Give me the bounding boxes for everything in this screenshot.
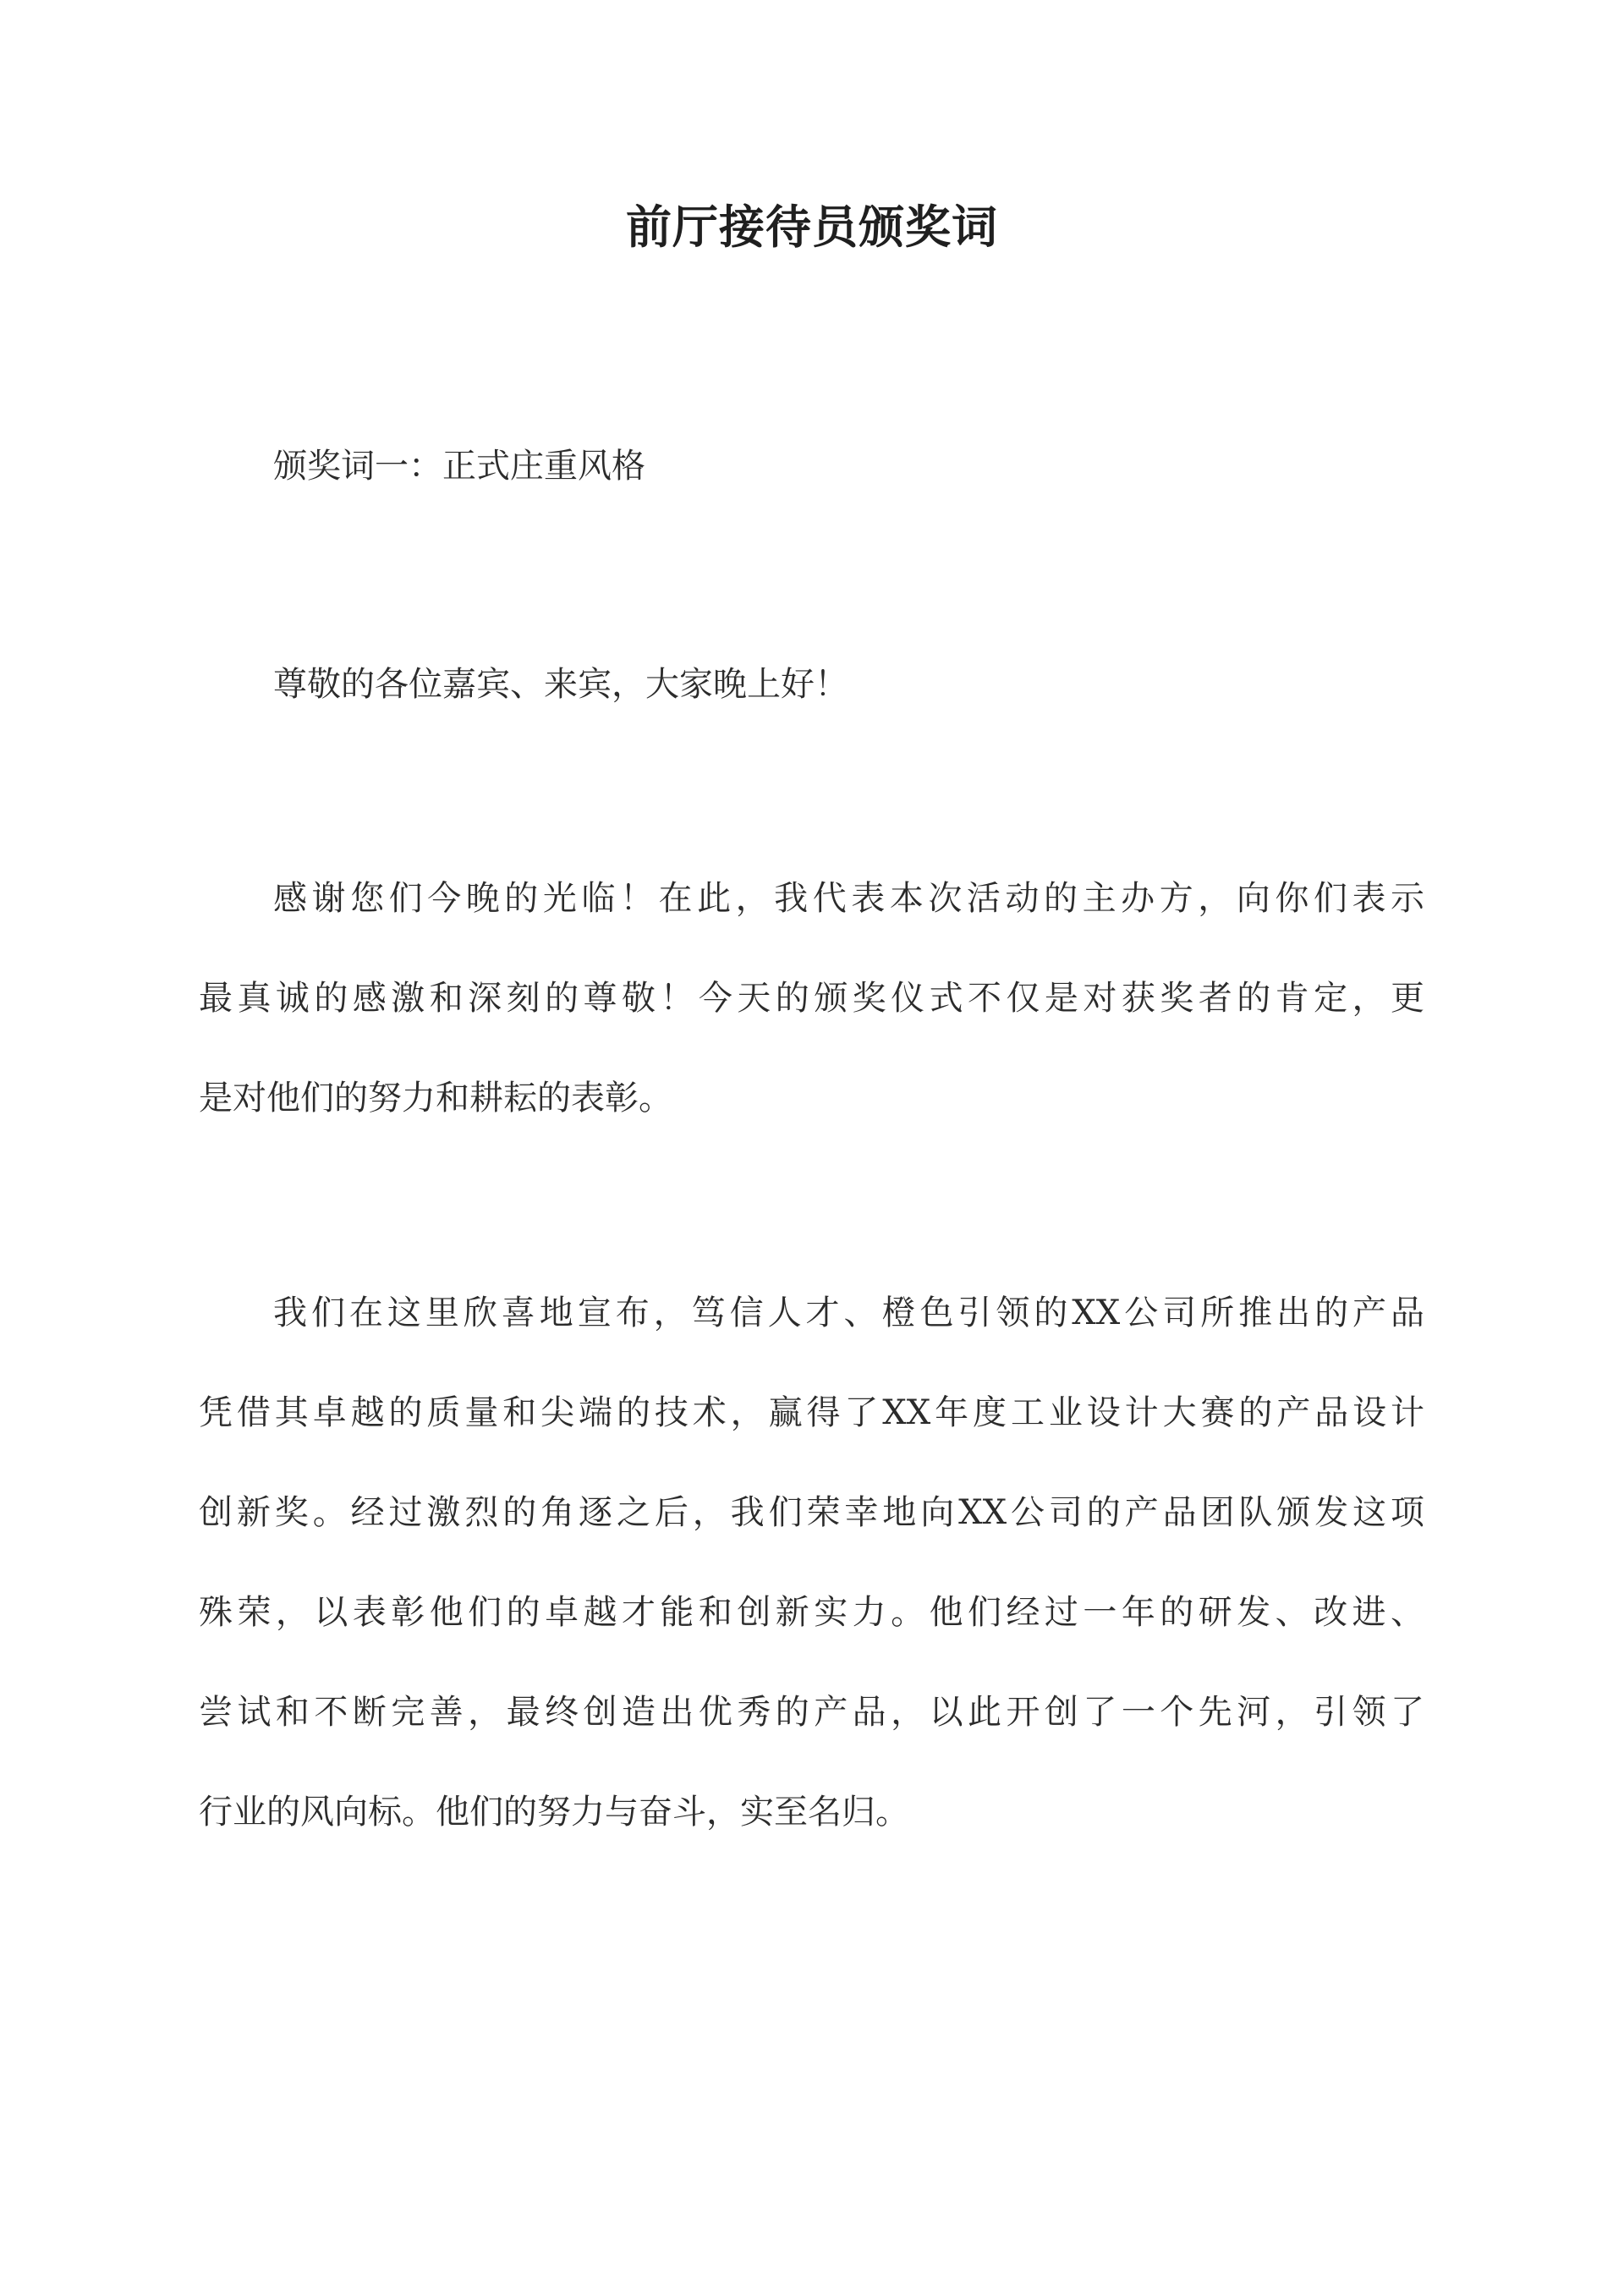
paragraph-2-line-5: 尝试和不断完善，最终创造出优秀的产品，以此开创了一个先河，引领了: [199, 1693, 1424, 1732]
paragraph-2-line-3: 创新奖。经过激烈的角逐之后，我们荣幸地向XX公司的产品团队颁发这项: [199, 1493, 1424, 1532]
paragraph-2-line-1: 我们在这里欣喜地宣布，笃信人才、橙色引领的XX公司所推出的产品: [273, 1294, 1424, 1332]
greeting-line: 尊敬的各位嘉宾、来宾，大家晚上好！: [273, 665, 848, 704]
paragraph-2-line-4: 殊荣，以表彰他们的卓越才能和创新实力。他们经过一年的研发、改进、: [199, 1593, 1424, 1632]
paragraph-1-line-3: 是对他们的努力和耕耘的表彰。: [199, 1079, 672, 1118]
document-title: 前厅接待员颁奖词: [626, 200, 998, 254]
paragraph-2-line-6: 行业的风向标。他们的努力与奋斗，实至名归。: [199, 1793, 909, 1832]
paragraph-1-line-2: 最真诚的感激和深刻的尊敬！今天的颁奖仪式不仅是对获奖者的肯定，更: [199, 979, 1424, 1018]
paragraph-1-line-1: 感谢您们今晚的光临！在此，我代表本次活动的主办方，向你们表示: [273, 879, 1424, 918]
paragraph-2-line-2: 凭借其卓越的质量和尖端的技术，赢得了XX年度工业设计大赛的产品设计: [199, 1393, 1424, 1432]
section-heading: 颁奖词一：正式庄重风格: [273, 447, 645, 486]
